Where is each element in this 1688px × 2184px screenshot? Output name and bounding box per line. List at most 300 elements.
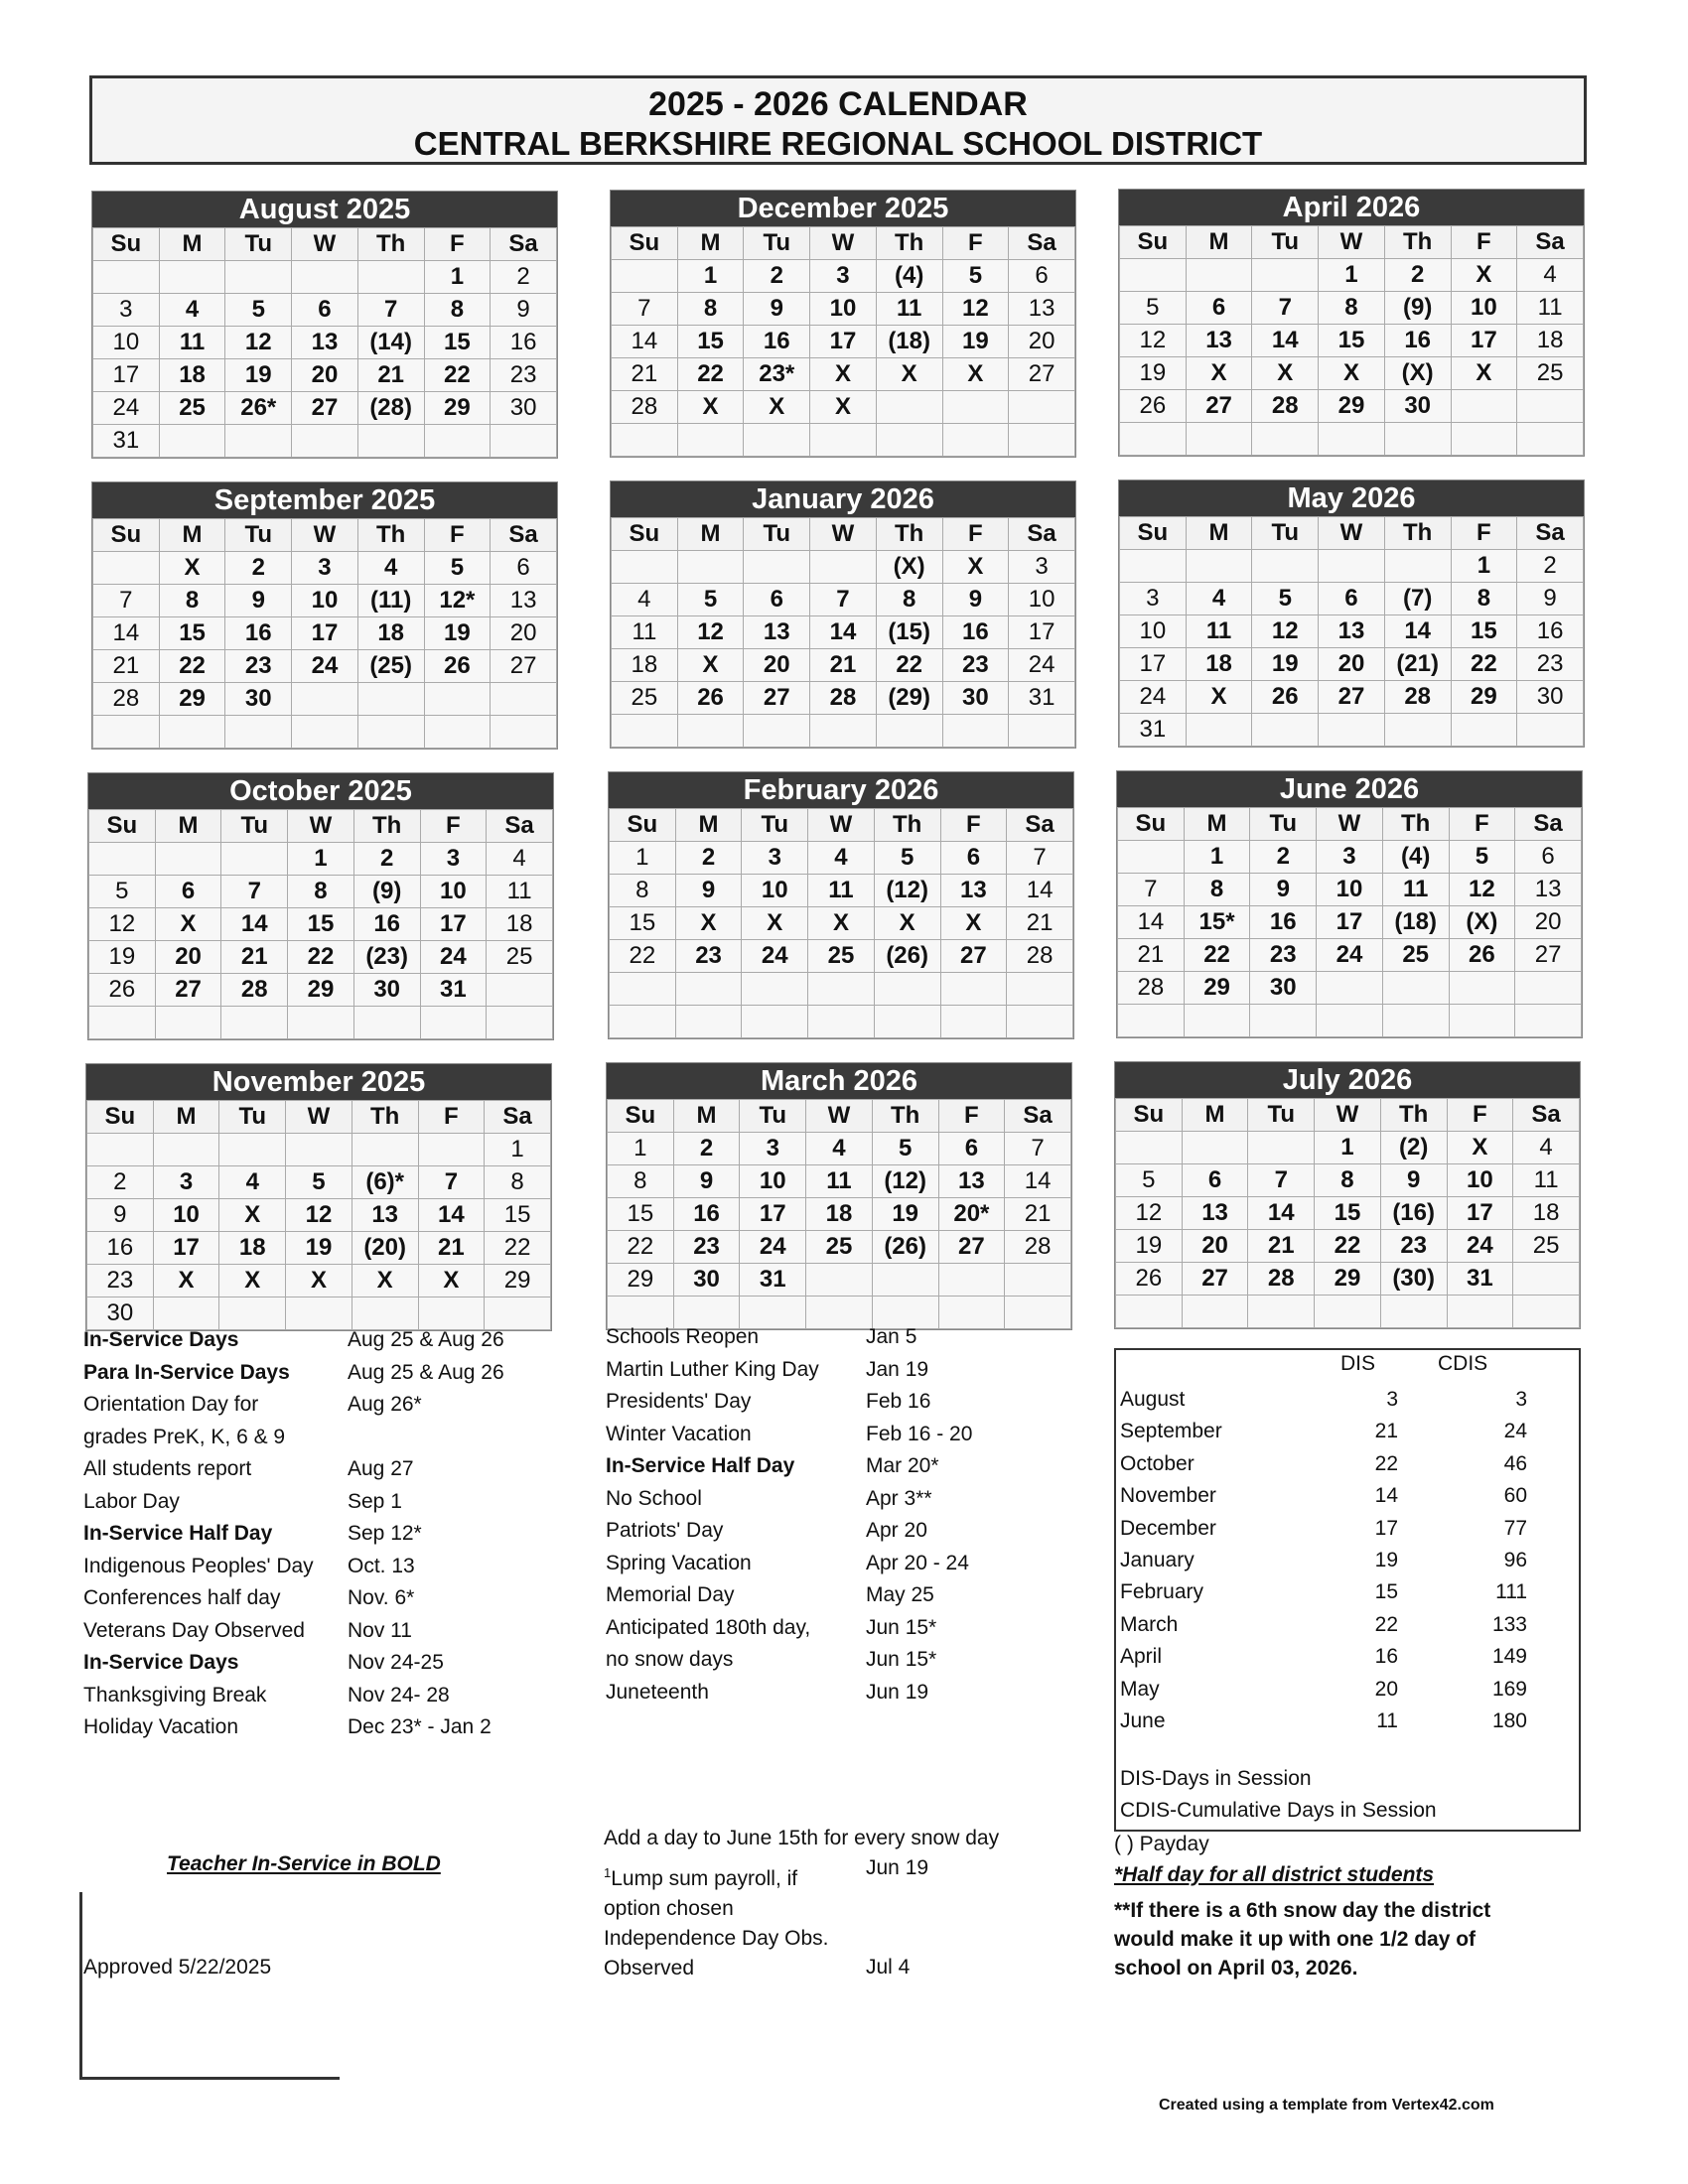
day-cell <box>87 1134 154 1166</box>
legend-row <box>83 1357 504 1390</box>
independence-day-line-1: Independence Day Obs. <box>604 1927 829 1950</box>
day-cell: 13 <box>744 616 810 649</box>
day-cell: 26 <box>424 650 491 683</box>
month-name: June 2026 <box>1117 771 1582 807</box>
day-cell: 23 <box>942 649 1009 682</box>
days-dis: 22 <box>1374 1612 1398 1636</box>
days-month: April <box>1120 1645 1163 1669</box>
day-cell: X <box>286 1265 352 1297</box>
day-cell: 8 <box>485 1166 551 1199</box>
day-cell: 20 <box>744 649 810 682</box>
day-cell <box>1451 423 1517 456</box>
legend-row <box>606 1644 972 1677</box>
legend-label: Spring Vacation <box>606 1551 752 1574</box>
day-cell: (26) <box>874 940 940 973</box>
month-name: May 2026 <box>1119 480 1584 516</box>
day-cell <box>491 716 557 749</box>
day-cell <box>1009 424 1075 457</box>
legend-row <box>606 1548 972 1580</box>
day-cell: 11 <box>1513 1164 1580 1197</box>
weekday-header: Tu <box>1248 1099 1315 1132</box>
day-cell: (15) <box>876 616 942 649</box>
day-cell: 28 <box>810 682 877 715</box>
day-cell <box>1118 841 1185 874</box>
day-cell <box>1120 259 1187 292</box>
day-cell: 29 <box>288 974 354 1007</box>
days-cdis: 46 <box>1503 1451 1527 1475</box>
day-cell: 29 <box>1315 1263 1381 1296</box>
day-cell <box>876 715 942 748</box>
month-calendar <box>1118 189 1585 457</box>
day-cell: 12 <box>942 293 1009 326</box>
weekday-header: Su <box>612 518 678 551</box>
day-cell: (12) <box>872 1165 938 1198</box>
day-cell: 10 <box>1451 292 1517 325</box>
day-cell <box>806 1264 873 1297</box>
weekday-header: W <box>1319 517 1385 550</box>
day-cell: 14 <box>221 908 288 941</box>
day-cell: 14 <box>1248 1197 1315 1230</box>
day-cell: 10 <box>1120 615 1187 648</box>
day-cell: 16 <box>673 1198 740 1231</box>
legend-label: Martin Luther King Day <box>606 1357 819 1381</box>
day-cell: 23 <box>491 359 557 392</box>
day-cell <box>1384 714 1451 747</box>
day-cell: 25 <box>487 941 553 974</box>
day-cell: 19 <box>1252 648 1319 681</box>
day-cell: X <box>153 1265 219 1297</box>
legend-row <box>83 1582 504 1615</box>
day-cell: (X) <box>1449 906 1515 939</box>
day-cell: 12 <box>1449 874 1515 906</box>
days-cdis: 169 <box>1491 1677 1527 1701</box>
day-cell <box>810 424 877 457</box>
days-row <box>1120 1576 1577 1608</box>
legend-row <box>606 1515 972 1548</box>
weekday-header: M <box>155 810 221 843</box>
day-cell <box>225 425 292 458</box>
day-cell <box>1186 550 1252 583</box>
day-cell: 14 <box>612 326 678 358</box>
day-cell: 25 <box>1517 357 1584 390</box>
legend-date: Feb 16 - 20 <box>866 1422 973 1445</box>
day-cell: 8 <box>1315 1164 1381 1197</box>
day-cell <box>1120 550 1187 583</box>
legend-date: Aug 25 & Aug 26 <box>348 1360 504 1384</box>
days-row <box>1120 1641 1577 1673</box>
day-cell: 3 <box>1120 583 1187 615</box>
day-cell: 14 <box>1252 325 1319 357</box>
legend-label: Conferences half day <box>83 1586 281 1609</box>
days-cdis: 180 <box>1491 1708 1527 1732</box>
day-cell: 6 <box>744 584 810 616</box>
day-cell: 17 <box>93 359 160 392</box>
legend-row <box>606 1419 972 1451</box>
cdis-definition: CDIS-Cumulative Days in Session <box>1120 1799 1437 1822</box>
month-name: August 2025 <box>92 192 557 227</box>
day-cell: 24 <box>1009 649 1075 682</box>
day-cell: 12 <box>677 616 744 649</box>
day-cell <box>1252 423 1319 456</box>
weekday-header: W <box>1319 226 1385 259</box>
day-cell: 19 <box>1116 1230 1183 1263</box>
days-cdis: 149 <box>1491 1645 1527 1669</box>
day-cell: 29 <box>1319 390 1385 423</box>
weekday-header: Th <box>357 519 424 552</box>
day-cell: 24 <box>292 650 358 683</box>
day-cell: 17 <box>420 908 487 941</box>
day-cell: 14 <box>1005 1165 1071 1198</box>
day-cell: 29 <box>485 1265 551 1297</box>
legend-row <box>606 1677 972 1709</box>
weekday-header: M <box>677 518 744 551</box>
day-cell <box>292 425 358 458</box>
day-cell: 2 <box>491 261 557 294</box>
day-cell: 27 <box>491 650 557 683</box>
day-cell: 30 <box>1517 681 1584 714</box>
day-cell <box>1252 714 1319 747</box>
day-cell <box>1186 423 1252 456</box>
weekday-header: W <box>292 228 358 261</box>
day-cell: 10 <box>740 1165 806 1198</box>
legend-date: Nov. 6* <box>348 1586 415 1609</box>
snow-day-note: Add a day to June 15th for every snow day <box>604 1827 1000 1849</box>
day-cell <box>1515 1005 1582 1037</box>
legend-label: Schools Reopen <box>606 1325 760 1348</box>
day-cell <box>1182 1132 1248 1164</box>
legend-left <box>83 1324 504 1744</box>
day-cell: 8 <box>610 875 676 907</box>
legend-label: All students report <box>83 1457 252 1480</box>
day-cell: 1 <box>1184 841 1250 874</box>
day-cell: 5 <box>286 1166 352 1199</box>
day-cell: 26 <box>677 682 744 715</box>
day-cell: 27 <box>1319 681 1385 714</box>
day-cell <box>286 1134 352 1166</box>
day-cell <box>93 716 160 749</box>
day-cell: 5 <box>1252 583 1319 615</box>
day-cell: 27 <box>1186 390 1252 423</box>
day-cell: 11 <box>487 876 553 908</box>
day-cell <box>1007 1006 1073 1038</box>
day-cell: (2) <box>1380 1132 1447 1164</box>
day-cell: 5 <box>677 584 744 616</box>
day-cell <box>1513 1296 1580 1328</box>
day-cell <box>155 843 221 876</box>
days-row <box>1120 1480 1577 1512</box>
weekday-header: F <box>942 518 1009 551</box>
weekday-header: Tu <box>225 519 292 552</box>
day-cell <box>1517 423 1584 456</box>
legend-label: Indigenous Peoples' Day <box>83 1554 314 1577</box>
day-cell: 29 <box>159 683 225 716</box>
day-cell: 9 <box>491 294 557 327</box>
day-cell: 11 <box>612 616 678 649</box>
legend-date: May 25 <box>866 1583 934 1606</box>
legend-label: In-Service Half Day <box>83 1522 273 1545</box>
day-cell: 6 <box>940 842 1007 875</box>
weekday-header: F <box>418 1101 485 1134</box>
weekday-header: Su <box>87 1101 154 1134</box>
day-cell: 6 <box>1009 260 1075 293</box>
weekday-header: Th <box>876 518 942 551</box>
day-cell: (12) <box>874 875 940 907</box>
day-cell: 27 <box>938 1231 1005 1264</box>
day-cell: 29 <box>424 392 491 425</box>
dis-definition: DIS-Days in Session <box>1120 1767 1312 1790</box>
day-cell: 14 <box>810 616 877 649</box>
day-cell <box>1120 423 1187 456</box>
legend-label: Para In-Service Days <box>83 1360 290 1384</box>
day-cell: 12 <box>1252 615 1319 648</box>
day-cell: 25 <box>808 940 875 973</box>
weekday-header: W <box>286 1101 352 1134</box>
days-dis: 16 <box>1374 1645 1398 1669</box>
day-cell: 22 <box>608 1231 674 1264</box>
day-cell: 9 <box>1250 874 1317 906</box>
day-cell: X <box>1451 357 1517 390</box>
day-cell: 22 <box>1451 648 1517 681</box>
day-cell <box>1005 1264 1071 1297</box>
month-calendar <box>610 480 1076 749</box>
day-cell: 10 <box>1317 874 1383 906</box>
day-cell <box>742 1006 808 1038</box>
day-cell <box>940 1006 1007 1038</box>
legend-date: Jun 15* <box>866 1648 937 1671</box>
weekday-header: Su <box>610 809 676 842</box>
legend-label: Winter Vacation <box>606 1422 752 1445</box>
day-cell <box>872 1264 938 1297</box>
day-cell: 21 <box>1248 1230 1315 1263</box>
day-cell <box>424 683 491 716</box>
legend-row <box>606 1354 972 1387</box>
day-cell: 6 <box>292 294 358 327</box>
day-cell: 4 <box>159 294 225 327</box>
weekday-header: M <box>677 227 744 260</box>
day-cell <box>610 973 676 1006</box>
day-cell <box>1451 390 1517 423</box>
legend-row <box>83 1615 504 1648</box>
legend-label: Thanksgiving Break <box>83 1683 267 1706</box>
weekday-header: Sa <box>485 1101 551 1134</box>
day-cell: 30 <box>673 1264 740 1297</box>
day-cell <box>491 683 557 716</box>
weekday-header: F <box>940 809 1007 842</box>
day-cell: 23 <box>1380 1230 1447 1263</box>
day-cell: 13 <box>352 1199 418 1232</box>
day-cell <box>1382 1005 1449 1037</box>
weekday-header: M <box>675 809 742 842</box>
legend-label: In-Service Days <box>83 1651 239 1674</box>
day-cell: 28 <box>221 974 288 1007</box>
day-cell: 7 <box>612 293 678 326</box>
weekday-header: Th <box>353 810 420 843</box>
days-month: March <box>1120 1612 1179 1636</box>
weekday-header: M <box>153 1101 219 1134</box>
day-cell <box>1317 972 1383 1005</box>
day-cell: (23) <box>353 941 420 974</box>
day-cell: 5 <box>942 260 1009 293</box>
weekday-header: Sa <box>1517 226 1584 259</box>
day-cell <box>1447 1296 1513 1328</box>
weekday-header: W <box>808 809 875 842</box>
legend-date: Sep 1 <box>348 1489 402 1513</box>
day-cell: 29 <box>1184 972 1250 1005</box>
month-calendar <box>91 481 558 750</box>
day-cell: 5 <box>1116 1164 1183 1197</box>
day-cell: 25 <box>1382 939 1449 972</box>
day-cell <box>292 716 358 749</box>
day-cell: 9 <box>744 293 810 326</box>
legend-date: Dec 23* - Jan 2 <box>348 1715 492 1738</box>
day-cell: 21 <box>93 650 160 683</box>
days-row <box>1120 1513 1577 1545</box>
day-cell: 13 <box>1182 1197 1248 1230</box>
weekday-header: Th <box>1384 226 1451 259</box>
month-calendar <box>606 1062 1072 1330</box>
day-cell: X <box>810 391 877 424</box>
day-cell: 1 <box>424 261 491 294</box>
day-cell <box>1007 973 1073 1006</box>
day-cell <box>93 261 160 294</box>
legend-row <box>83 1551 504 1583</box>
day-cell: (X) <box>1384 357 1451 390</box>
day-cell: 19 <box>286 1232 352 1265</box>
day-cell: 2 <box>744 260 810 293</box>
days-row <box>1120 1545 1577 1576</box>
weekday-header: Su <box>1120 517 1187 550</box>
half-day-note: *Half day for all district students <box>1114 1863 1435 1886</box>
day-cell <box>357 683 424 716</box>
day-cell <box>1380 1296 1447 1328</box>
day-cell: 26 <box>1252 681 1319 714</box>
weekday-header: Tu <box>744 518 810 551</box>
day-cell: 10 <box>810 293 877 326</box>
day-cell: 7 <box>357 294 424 327</box>
day-cell: (29) <box>876 682 942 715</box>
day-cell: 15 <box>610 907 676 940</box>
day-cell: 30 <box>1250 972 1317 1005</box>
day-cell: 16 <box>225 617 292 650</box>
day-cell <box>1319 423 1385 456</box>
day-cell: 10 <box>93 327 160 359</box>
day-cell: 24 <box>1120 681 1187 714</box>
day-cell: 16 <box>1384 325 1451 357</box>
day-cell <box>1315 1296 1381 1328</box>
weekday-header: W <box>806 1100 873 1133</box>
days-cdis: 77 <box>1503 1516 1527 1540</box>
weekday-header: Su <box>93 519 160 552</box>
weekday-header: F <box>424 519 491 552</box>
legend-date: Jan 5 <box>866 1325 917 1348</box>
day-cell: (16) <box>1380 1197 1447 1230</box>
day-cell: 25 <box>612 682 678 715</box>
day-cell: 13 <box>938 1165 1005 1198</box>
weekday-header: Tu <box>1252 226 1319 259</box>
day-cell: (14) <box>357 327 424 359</box>
legend-label: Juneteenth <box>606 1680 709 1704</box>
day-cell <box>1182 1296 1248 1328</box>
day-cell: 5 <box>874 842 940 875</box>
day-cell: 3 <box>292 552 358 585</box>
day-cell: 29 <box>608 1264 674 1297</box>
day-cell <box>1319 714 1385 747</box>
day-cell: X <box>808 907 875 940</box>
day-cell: 10 <box>153 1199 219 1232</box>
weekday-header: Tu <box>221 810 288 843</box>
weekday-header: W <box>1317 808 1383 841</box>
day-cell: 7 <box>1252 292 1319 325</box>
day-cell: 14 <box>93 617 160 650</box>
weekday-header: Tu <box>742 809 808 842</box>
day-cell: 3 <box>420 843 487 876</box>
day-cell <box>810 551 877 584</box>
day-cell: 30 <box>1384 390 1451 423</box>
weekday-header: Th <box>1380 1099 1447 1132</box>
day-cell: 10 <box>742 875 808 907</box>
day-cell: 2 <box>1384 259 1451 292</box>
weekday-header: Sa <box>1007 809 1073 842</box>
day-cell: 3 <box>153 1166 219 1199</box>
day-cell: 5 <box>89 876 156 908</box>
day-cell <box>89 843 156 876</box>
day-cell <box>675 1006 742 1038</box>
day-cell: X <box>219 1199 286 1232</box>
legend-date: Nov 24- 28 <box>348 1683 450 1706</box>
day-cell: 14 <box>1384 615 1451 648</box>
day-cell: X <box>675 907 742 940</box>
day-cell <box>1449 1005 1515 1037</box>
days-cdis: 24 <box>1503 1420 1527 1443</box>
day-cell <box>1517 390 1584 423</box>
teacher-bold-note: Teacher In-Service in BOLD <box>167 1852 441 1875</box>
weekday-header: Sa <box>487 810 553 843</box>
legend-date: Aug 25 & Aug 26 <box>348 1328 504 1351</box>
day-cell: 20 <box>1515 906 1582 939</box>
weekday-header: Tu <box>225 228 292 261</box>
day-cell <box>808 973 875 1006</box>
days-month: August <box>1120 1388 1186 1411</box>
month-calendar <box>610 190 1076 458</box>
weekday-header: W <box>288 810 354 843</box>
month-calendar <box>1118 479 1585 748</box>
approval-box-bottom-border <box>79 2077 340 2080</box>
day-cell: 4 <box>487 843 553 876</box>
day-cell: 19 <box>872 1198 938 1231</box>
day-cell: 20 <box>1182 1230 1248 1263</box>
day-cell: X <box>1186 357 1252 390</box>
days-dis: 11 <box>1376 1708 1398 1732</box>
day-cell <box>288 1007 354 1039</box>
day-cell <box>1252 550 1319 583</box>
day-cell: 8 <box>1184 874 1250 906</box>
day-cell: 17 <box>810 326 877 358</box>
day-cell: 17 <box>1009 616 1075 649</box>
sixth-snow-line-3: school on April 03, 2026. <box>1114 1957 1358 1979</box>
day-cell: (18) <box>1382 906 1449 939</box>
day-cell: 17 <box>1451 325 1517 357</box>
weekday-header: M <box>1186 517 1252 550</box>
day-cell <box>491 425 557 458</box>
day-cell: 22 <box>1184 939 1250 972</box>
day-cell <box>219 1134 286 1166</box>
days-row <box>1120 1448 1577 1480</box>
day-cell: 19 <box>1120 357 1187 390</box>
day-cell: 20 <box>491 617 557 650</box>
day-cell <box>89 1007 156 1039</box>
day-cell: 21 <box>810 649 877 682</box>
day-cell <box>1451 714 1517 747</box>
